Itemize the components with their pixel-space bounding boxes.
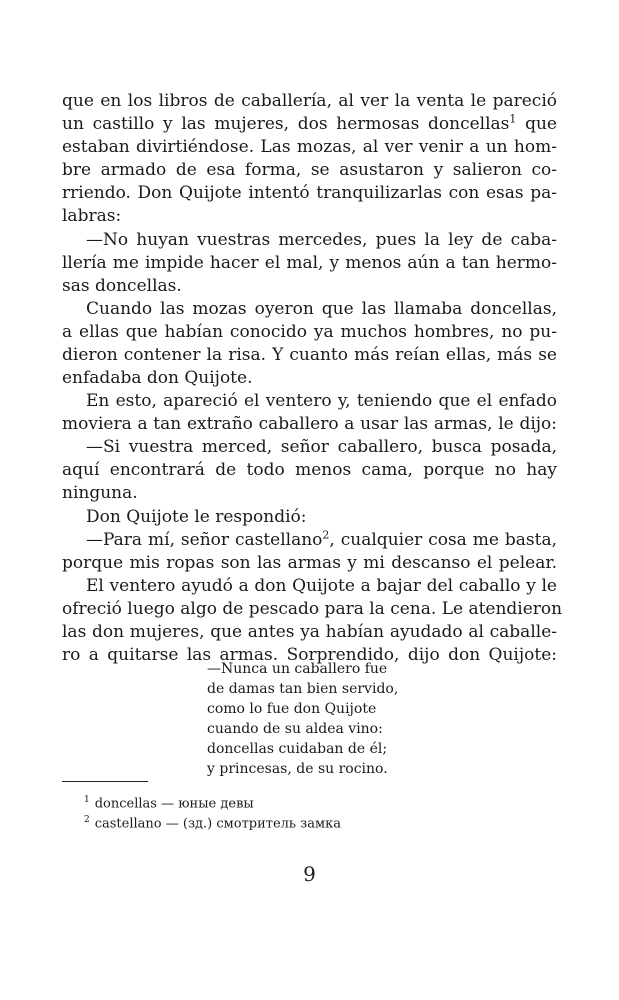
text-segment: que bbox=[516, 114, 557, 134]
poem-line: —Nunca un caballero fue bbox=[207, 661, 388, 677]
text-line: El ventero ayudó a don Quijote a bajar del caballo y le bbox=[86, 576, 557, 596]
text-line: Don Quijote le respondió: bbox=[86, 507, 307, 527]
text-segment: , cualquier cosa me basta, bbox=[329, 530, 557, 550]
text-line: moviera a tan extraño caballero a usar las armas, le dijo: bbox=[62, 414, 557, 434]
poem-line: de damas tan bien servido, bbox=[207, 681, 399, 697]
footnote bbox=[84, 811, 341, 833]
text-line: —No huyan vuestras mercedes, pues la ley de caba- bbox=[86, 230, 557, 250]
footnote-text: doncellas — юные девы bbox=[94, 796, 254, 812]
footnote-number: 1 bbox=[84, 795, 90, 805]
footnote-number: 2 bbox=[84, 815, 90, 825]
footnote-ref: 2 bbox=[322, 528, 330, 542]
poem-line: doncellas cuidaban de él; bbox=[207, 741, 388, 757]
footnote-ref: 1 bbox=[509, 112, 517, 126]
text-line: —Si vuestra merced, señor caballero, busca posada, bbox=[86, 437, 557, 457]
footnote bbox=[84, 791, 254, 813]
text-line: a ellas que habían conocido ya muchos hombres, no pu- bbox=[62, 322, 557, 342]
text-line: ofreció luego algo de pescado para la cena. Le atendieron bbox=[62, 599, 563, 619]
text-line: bre armado de esa forma, se asustaron y salieron co- bbox=[62, 160, 557, 180]
text-line bbox=[86, 529, 557, 551]
page-number: 9 bbox=[303, 862, 316, 886]
text-line: rriendo. Don Quijote intentó tranquilizarlas con esas pa- bbox=[62, 183, 557, 203]
footnote-text: castellano — (зд.) смотритель замка bbox=[94, 816, 341, 832]
text-line: llería me impide hacer el mal, y menos aún a tan hermo- bbox=[62, 253, 557, 273]
text-line: sas doncellas. bbox=[62, 276, 182, 296]
poem-line: y princesas, de su rocino. bbox=[207, 761, 388, 777]
poem-line: cuando de su aldea vino: bbox=[207, 721, 383, 737]
text-segment: un castillo y las mujeres, dos hermosas doncellas bbox=[62, 114, 510, 134]
text-line: las don mujeres, que antes ya habían ayudado al caballe- bbox=[62, 622, 557, 642]
text-line: estaban divirtiéndose. Las mozas, al ver venir a un hom- bbox=[62, 137, 557, 157]
text-line: Cuando las mozas oyeron que las llamaba doncellas, bbox=[86, 299, 557, 319]
text-line: enfadaba don Quijote. bbox=[62, 368, 253, 388]
text-line bbox=[62, 113, 557, 135]
text-line: ninguna. bbox=[62, 483, 138, 503]
text-line: ro a quitarse las armas. Sorprendido, dijo don Quijote: bbox=[62, 645, 557, 665]
text-line: aquí encontrará de todo menos cama, porque no hay bbox=[62, 460, 557, 480]
text-line: que en los libros de caballería, al ver la venta le pareció bbox=[62, 91, 557, 111]
text-line: porque mis ropas son las armas y mi descanso el pelear. bbox=[62, 553, 557, 573]
text-line: dieron contener la risa. Y cuanto más reían ellas, más se bbox=[62, 345, 557, 365]
poem-line: como lo fue don Quijote bbox=[207, 701, 377, 717]
footnote-divider bbox=[62, 781, 148, 782]
text-segment: —Para mí, señor castellano bbox=[86, 530, 323, 550]
text-line: En esto, apareció el ventero y, teniendo que el enfado bbox=[86, 391, 557, 411]
text-line: labras: bbox=[62, 206, 122, 226]
